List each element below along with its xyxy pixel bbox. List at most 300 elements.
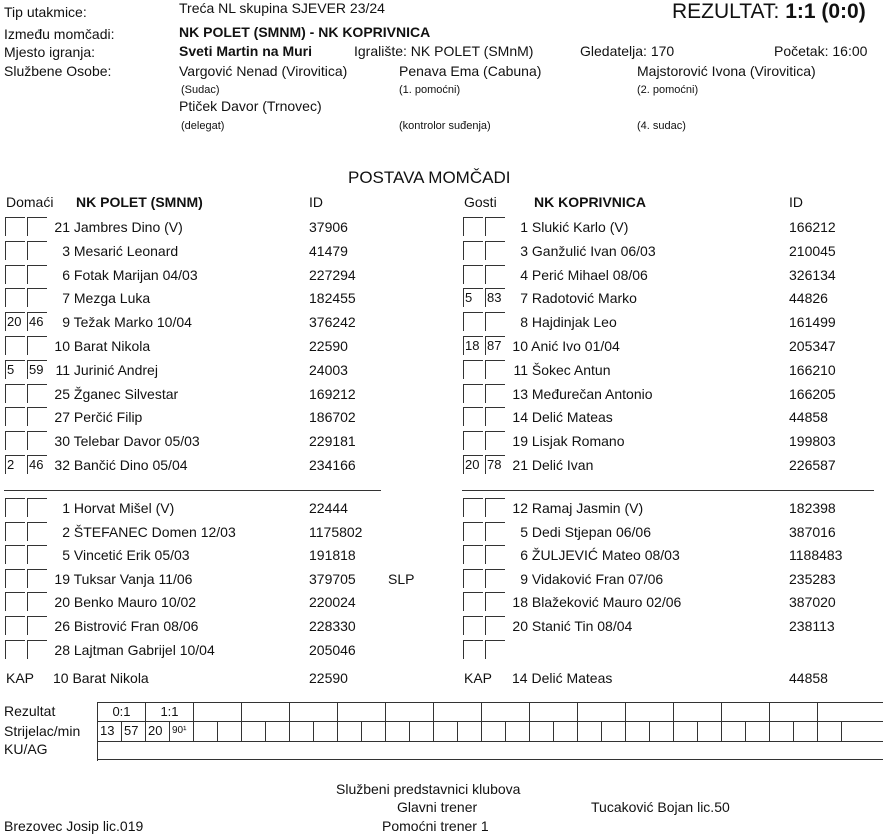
minute-box <box>5 384 25 403</box>
player-id: 226587 <box>789 457 836 473</box>
jersey-number: 14 <box>512 409 528 426</box>
player-fullname: Dedi Stjepan 06/06 <box>528 523 651 540</box>
away-id-label: ID <box>789 194 803 210</box>
scorer-cell <box>505 721 529 741</box>
jersey-number: 20 <box>54 594 70 611</box>
scorer-cell <box>625 721 649 741</box>
minute-box <box>485 265 505 284</box>
minute-box <box>485 241 505 260</box>
score-grid <box>97 702 883 760</box>
minute-box: 18 <box>463 336 483 355</box>
away-kap-id: 44858 <box>789 670 828 686</box>
minute-box <box>463 640 483 659</box>
jersey-number: 30 <box>54 433 70 450</box>
minute-box <box>27 265 47 284</box>
sluzbene-label: Službene Osobe: <box>4 63 112 79</box>
player-name <box>52 409 302 425</box>
result-cell <box>433 703 481 721</box>
minute-box <box>27 431 47 450</box>
player-name <box>510 594 780 610</box>
minute-box <box>463 431 483 450</box>
player-id: 182455 <box>309 290 356 307</box>
minute-box <box>5 640 25 659</box>
home-kap-label: KAP <box>6 670 35 686</box>
player-name <box>52 433 302 449</box>
minute-box <box>463 241 483 260</box>
minute-box <box>5 336 25 355</box>
player-name <box>52 243 302 259</box>
player-fullname: Barat Nikola <box>70 338 151 354</box>
player-name <box>510 409 780 425</box>
minute-box <box>5 545 25 564</box>
result-cell: 1:1 <box>145 703 193 721</box>
player-id: 227294 <box>309 266 356 283</box>
player-note: SLP <box>388 570 415 587</box>
player-name <box>510 547 780 563</box>
minute-box <box>485 312 505 331</box>
scorer-cell <box>241 721 265 741</box>
player-name <box>510 500 780 516</box>
player-id: 166205 <box>789 385 836 402</box>
minute-box: 46 <box>27 455 47 474</box>
minute-box <box>463 545 483 564</box>
igraliste: Igralište: NK POLET (SMnM) <box>354 43 534 59</box>
away-team-name: NK KOPRIVNICA <box>534 194 647 210</box>
player-fullname: Šokec Antun <box>528 361 611 378</box>
player-id: 186702 <box>309 409 356 426</box>
player-name <box>52 642 302 658</box>
minute-box: 20 <box>5 312 25 331</box>
minute-box <box>27 545 47 564</box>
player-name <box>510 362 780 378</box>
official-role: (Sudac) <box>181 84 220 96</box>
player-name <box>510 290 780 306</box>
result-cell: 0:1 <box>97 703 145 721</box>
minute-box <box>5 241 25 260</box>
player-name <box>52 386 302 402</box>
minute-box <box>463 217 483 236</box>
jersey-number: 18 <box>512 594 528 611</box>
player-id: 22444 <box>309 500 348 516</box>
player-id: 234166 <box>309 457 356 473</box>
result-cell <box>241 703 289 721</box>
player-fullname: Bistrović Fran 08/06 <box>70 618 199 634</box>
player-fullname: Bančić Dino 05/04 <box>70 457 188 473</box>
minute-box: 2 <box>5 455 25 474</box>
minute-box <box>463 407 483 426</box>
jersey-number: 12 <box>512 500 528 516</box>
player-fullname: Jurinić Andrej <box>70 361 158 378</box>
scorer-cell <box>409 721 433 741</box>
mjesto-value: Sveti Martin na Muri <box>179 43 313 59</box>
player-id: 169212 <box>309 385 356 402</box>
minute-box <box>5 265 25 284</box>
player-fullname: Žganec Silvestar <box>70 385 179 402</box>
player-id: 1188483 <box>789 547 843 564</box>
player-fullname: Težak Marko 10/04 <box>70 314 192 331</box>
player-fullname: Fotak Marijan 04/03 <box>70 266 198 283</box>
minute-box <box>485 640 505 659</box>
jersey-number: 27 <box>54 409 70 426</box>
scorer-cell <box>721 721 745 741</box>
izmedju-label: Između momčadi: <box>4 26 115 42</box>
minute-box <box>463 592 483 611</box>
minute-box <box>485 217 505 236</box>
home-divider <box>4 490 381 491</box>
player-id: 37906 <box>309 219 348 235</box>
player-name <box>510 219 780 235</box>
player-id: 205347 <box>789 338 836 354</box>
rezultat <box>672 0 866 24</box>
player-name <box>510 433 780 449</box>
jersey-number: 7 <box>62 290 70 307</box>
player-id: 166210 <box>789 361 836 378</box>
minute-box <box>463 498 483 517</box>
minute-box <box>5 407 25 426</box>
jersey-number: 13 <box>512 385 528 402</box>
jersey-number: 6 <box>62 266 70 283</box>
player-name <box>52 219 302 235</box>
scorer-cell <box>289 721 313 741</box>
scorer-cell <box>841 721 865 741</box>
player-name <box>52 314 302 330</box>
minute-box: 87 <box>485 336 505 355</box>
minute-box <box>485 569 505 588</box>
minute-box <box>485 498 505 517</box>
jersey-number: 3 <box>520 242 528 259</box>
player-id: 44858 <box>789 409 828 426</box>
player-fullname: Tuksar Vanja 11/06 <box>70 570 193 587</box>
minute-box <box>5 522 25 541</box>
minute-box <box>485 545 505 564</box>
player-fullname: Blažeković Mauro 02/06 <box>528 594 682 611</box>
jersey-number: 10 <box>512 338 528 354</box>
player-id: 166212 <box>789 219 836 235</box>
player-name <box>510 338 780 354</box>
player-name <box>510 267 780 283</box>
minute-box <box>485 407 505 426</box>
mjesto-label: Mjesto igranja: <box>4 44 96 60</box>
player-name <box>510 243 780 259</box>
player-id: 161499 <box>789 314 836 331</box>
player-name <box>52 338 302 354</box>
player-fullname: Ganžulić Ivan 06/03 <box>528 242 656 259</box>
minute-box <box>27 288 47 307</box>
player-fullname: Lisjak Romano <box>528 433 625 450</box>
minute-box <box>463 265 483 284</box>
player-fullname: Perić Mihael 08/06 <box>528 266 648 283</box>
result-cell <box>625 703 673 721</box>
scorer-cell: 20 <box>145 721 169 741</box>
home-id-label: ID <box>309 194 323 210</box>
away-kap-label: KAP <box>464 670 493 686</box>
glavni-trener-label: Glavni trener <box>397 799 478 815</box>
jersey-number: 8 <box>520 314 528 331</box>
minute-box <box>27 569 47 588</box>
player-fullname: Horvat Mišel (V) <box>70 500 175 516</box>
jersey-number: 11 <box>55 361 70 378</box>
minute-box <box>5 217 25 236</box>
jersey-number: 21 <box>54 219 70 235</box>
player-fullname: Mezga Luka <box>70 290 151 307</box>
result-cell <box>673 703 721 721</box>
minute-box <box>463 616 483 635</box>
player-fullname: Stanić Tin 08/04 <box>528 618 633 634</box>
jersey-number: 11 <box>513 361 528 378</box>
minute-box <box>485 592 505 611</box>
sluzbeni-predstavnici: Službeni predstavnici klubova <box>336 781 521 797</box>
player-name <box>510 386 780 402</box>
jersey-number: 7 <box>520 290 528 307</box>
scorer-cell <box>769 721 793 741</box>
result-cell <box>817 703 865 721</box>
minute-box: 5 <box>463 288 483 307</box>
pocetak: Početak: 16:00 <box>774 43 868 59</box>
scorer-cell <box>457 721 481 741</box>
minute-box: 78 <box>485 455 505 474</box>
player-id: 229181 <box>309 433 356 450</box>
home-team-name: NK POLET (SMNM) <box>76 194 203 210</box>
minute-box <box>485 384 505 403</box>
minute-box <box>5 569 25 588</box>
player-name <box>52 594 302 610</box>
result-cell <box>529 703 577 721</box>
minute-box <box>485 431 505 450</box>
result-cell <box>289 703 337 721</box>
scorer-cell <box>817 721 841 741</box>
lineup-title: POSTAVA MOMČADI <box>348 168 511 187</box>
minute-box <box>27 522 47 541</box>
result-cell <box>337 703 385 721</box>
player-name <box>52 457 302 473</box>
result-cell <box>193 703 241 721</box>
official-name: Penava Ema (Cabuna) <box>399 63 542 79</box>
minute-box <box>463 360 483 379</box>
minute-box <box>5 592 25 611</box>
minute-box <box>27 241 47 260</box>
jersey-number: 5 <box>520 523 528 540</box>
minute-box <box>5 431 25 450</box>
scorer-cell <box>649 721 673 741</box>
glavni-trener-name: Tucaković Bojan lic.50 <box>591 799 730 815</box>
jersey-number: 21 <box>512 457 528 473</box>
player-fullname: Hajdinjak Leo <box>528 314 617 331</box>
scorer-cell <box>745 721 769 741</box>
minute-box <box>485 360 505 379</box>
pomocni-trener-label: Pomoćni trener 1 <box>382 818 489 834</box>
minute-box <box>27 592 47 611</box>
home-kap-id: 22590 <box>309 670 348 686</box>
scorer-cell <box>361 721 385 741</box>
scorer-cell <box>577 721 601 741</box>
minute-box <box>485 522 505 541</box>
jersey-number: 26 <box>54 618 70 634</box>
player-fullname: Slukić Karlo (V) <box>528 219 629 235</box>
player-fullname: Međurečan Antonio <box>528 385 653 402</box>
scorer-cell <box>601 721 625 741</box>
player-fullname: Delić Mateas <box>528 409 613 426</box>
jersey-number: 19 <box>54 570 70 587</box>
player-id: 44826 <box>789 290 828 307</box>
player-id: 191818 <box>309 547 356 564</box>
player-name <box>52 500 302 516</box>
scorer-cell <box>553 721 577 741</box>
player-name <box>510 524 780 540</box>
player-id: 379705 <box>309 570 356 587</box>
scorer-cell <box>697 721 721 741</box>
official-role: (kontrolor suđenja) <box>399 120 491 132</box>
jersey-number: 4 <box>520 266 528 283</box>
player-id: 235283 <box>789 570 836 587</box>
player-fullname: Mesarić Leonard <box>70 242 179 259</box>
minute-box: 83 <box>485 288 505 307</box>
minute-box <box>463 384 483 403</box>
jersey-number: 19 <box>512 433 528 450</box>
official-role: (delegat) <box>181 120 225 132</box>
player-fullname: Radotović Marko <box>528 290 637 307</box>
score-row-scorers <box>97 721 883 741</box>
away-label: Gosti <box>464 194 497 210</box>
jersey-number: 3 <box>62 242 70 259</box>
player-fullname: Vincetić Erik 05/03 <box>70 547 190 564</box>
strijelac-row-label: Strijelac/min <box>4 723 81 739</box>
minute-box <box>5 616 25 635</box>
official-name: Vargović Nenad (Virovitica) <box>179 63 348 79</box>
jersey-number: 1 <box>62 500 70 516</box>
scorer-cell: 57 <box>121 721 145 741</box>
player-id: 210045 <box>789 242 836 259</box>
player-id: 376242 <box>309 314 356 331</box>
minute-box <box>27 336 47 355</box>
rezultat-value: 1:1 (0:0) <box>785 0 866 23</box>
official-name: Majstorović Ivona (Virovitica) <box>637 63 816 79</box>
player-fullname: Anić Ivo 01/04 <box>528 338 620 354</box>
match-teams: NK POLET (SMNM) - NK KOPRIVNICA <box>179 24 431 40</box>
minute-box: 46 <box>27 312 47 331</box>
score-grid-left-edge <box>97 703 98 761</box>
away-kap-player: 14 Delić Mateas <box>512 670 613 686</box>
player-name <box>52 618 302 634</box>
player-id: 387016 <box>789 523 836 540</box>
official-role: (2. pomoćni) <box>637 84 699 96</box>
jersey-number: 9 <box>62 314 70 331</box>
player-id: 220024 <box>309 594 356 611</box>
score-row-results <box>97 703 883 721</box>
tip-value: Treća NL skupina SJEVER 23/24 <box>179 0 385 16</box>
player-fullname: Jambres Dino (V) <box>70 219 183 235</box>
scorer-cell <box>433 721 457 741</box>
player-id: 24003 <box>309 361 348 378</box>
minute-box: 20 <box>463 455 483 474</box>
minute-box: 59 <box>27 360 47 379</box>
player-fullname: ŽULJEVIĆ Mateo 08/03 <box>528 547 680 564</box>
scorer-cell <box>385 721 409 741</box>
minute-box <box>463 522 483 541</box>
player-fullname: Benko Mauro 10/02 <box>70 594 197 611</box>
scorer-cell <box>313 721 337 741</box>
result-cell <box>769 703 817 721</box>
player-id: 238113 <box>789 618 835 634</box>
gledatelja: Gledatelja: 170 <box>580 43 675 59</box>
player-id: 205046 <box>309 641 356 658</box>
player-name <box>52 267 302 283</box>
player-id: 182398 <box>789 500 836 516</box>
scorer-cell <box>217 721 241 741</box>
player-fullname: Delić Ivan <box>528 457 594 473</box>
minute-box <box>27 498 47 517</box>
jersey-number: 6 <box>520 547 528 564</box>
player-id: 1175802 <box>309 523 363 540</box>
player-name <box>52 571 302 587</box>
player-name <box>52 524 302 540</box>
jersey-number: 28 <box>54 641 70 658</box>
minute-box <box>5 498 25 517</box>
official-name: Ptiček Davor (Trnovec) <box>179 98 322 114</box>
away-divider <box>462 490 874 491</box>
scorer-cell <box>529 721 553 741</box>
player-id: 326134 <box>789 266 836 283</box>
player-fullname: Perčić Filip <box>70 409 143 426</box>
player-fullname: Vidaković Fran 07/06 <box>528 570 664 587</box>
player-fullname: Ramaj Jasmin (V) <box>528 500 644 516</box>
scorer-cell <box>673 721 697 741</box>
scorer-cell: 90¹ <box>169 721 193 741</box>
result-cell <box>385 703 433 721</box>
minute-box <box>27 640 47 659</box>
player-id: 387020 <box>789 594 836 611</box>
scorer-cell <box>793 721 817 741</box>
player-id: 22590 <box>309 338 348 354</box>
minute-box <box>27 407 47 426</box>
tip-label: Tip utakmice: <box>4 4 87 20</box>
player-fullname: Telebar Davor 05/03 <box>70 433 200 450</box>
result-cell <box>577 703 625 721</box>
pomocni-trener-name: Brezovec Josip lic.019 <box>4 818 144 834</box>
player-id: 228330 <box>309 618 356 634</box>
minute-box <box>27 384 47 403</box>
scorer-cell <box>193 721 217 741</box>
player-id: 199803 <box>789 433 836 450</box>
jersey-number: 9 <box>520 570 528 587</box>
player-name <box>510 618 780 634</box>
jersey-number: 1 <box>520 219 528 235</box>
player-name <box>510 314 780 330</box>
home-kap-player: 10 Barat Nikola <box>53 670 149 686</box>
jersey-number: 32 <box>54 457 70 473</box>
player-name <box>510 457 780 473</box>
minute-box <box>463 312 483 331</box>
result-cell <box>721 703 769 721</box>
jersey-number: 10 <box>54 338 70 354</box>
scorer-cell: 13 <box>97 721 121 741</box>
player-name <box>510 571 780 587</box>
jersey-number: 25 <box>54 385 70 402</box>
kuag-row-label: KU/AG <box>4 741 48 757</box>
official-role: (1. pomoćni) <box>399 84 461 96</box>
minute-box: 5 <box>5 360 25 379</box>
score-grid-line <box>97 741 883 742</box>
home-label: Domaći <box>6 194 54 210</box>
official-role: (4. sudac) <box>637 120 686 132</box>
jersey-number: 2 <box>62 523 70 540</box>
player-fullname: Lajtman Gabrijel 10/04 <box>70 641 215 658</box>
jersey-number: 20 <box>512 618 528 634</box>
minute-box <box>27 217 47 236</box>
minute-box <box>5 288 25 307</box>
player-name <box>52 290 302 306</box>
scorer-cell <box>337 721 361 741</box>
minute-box <box>485 616 505 635</box>
